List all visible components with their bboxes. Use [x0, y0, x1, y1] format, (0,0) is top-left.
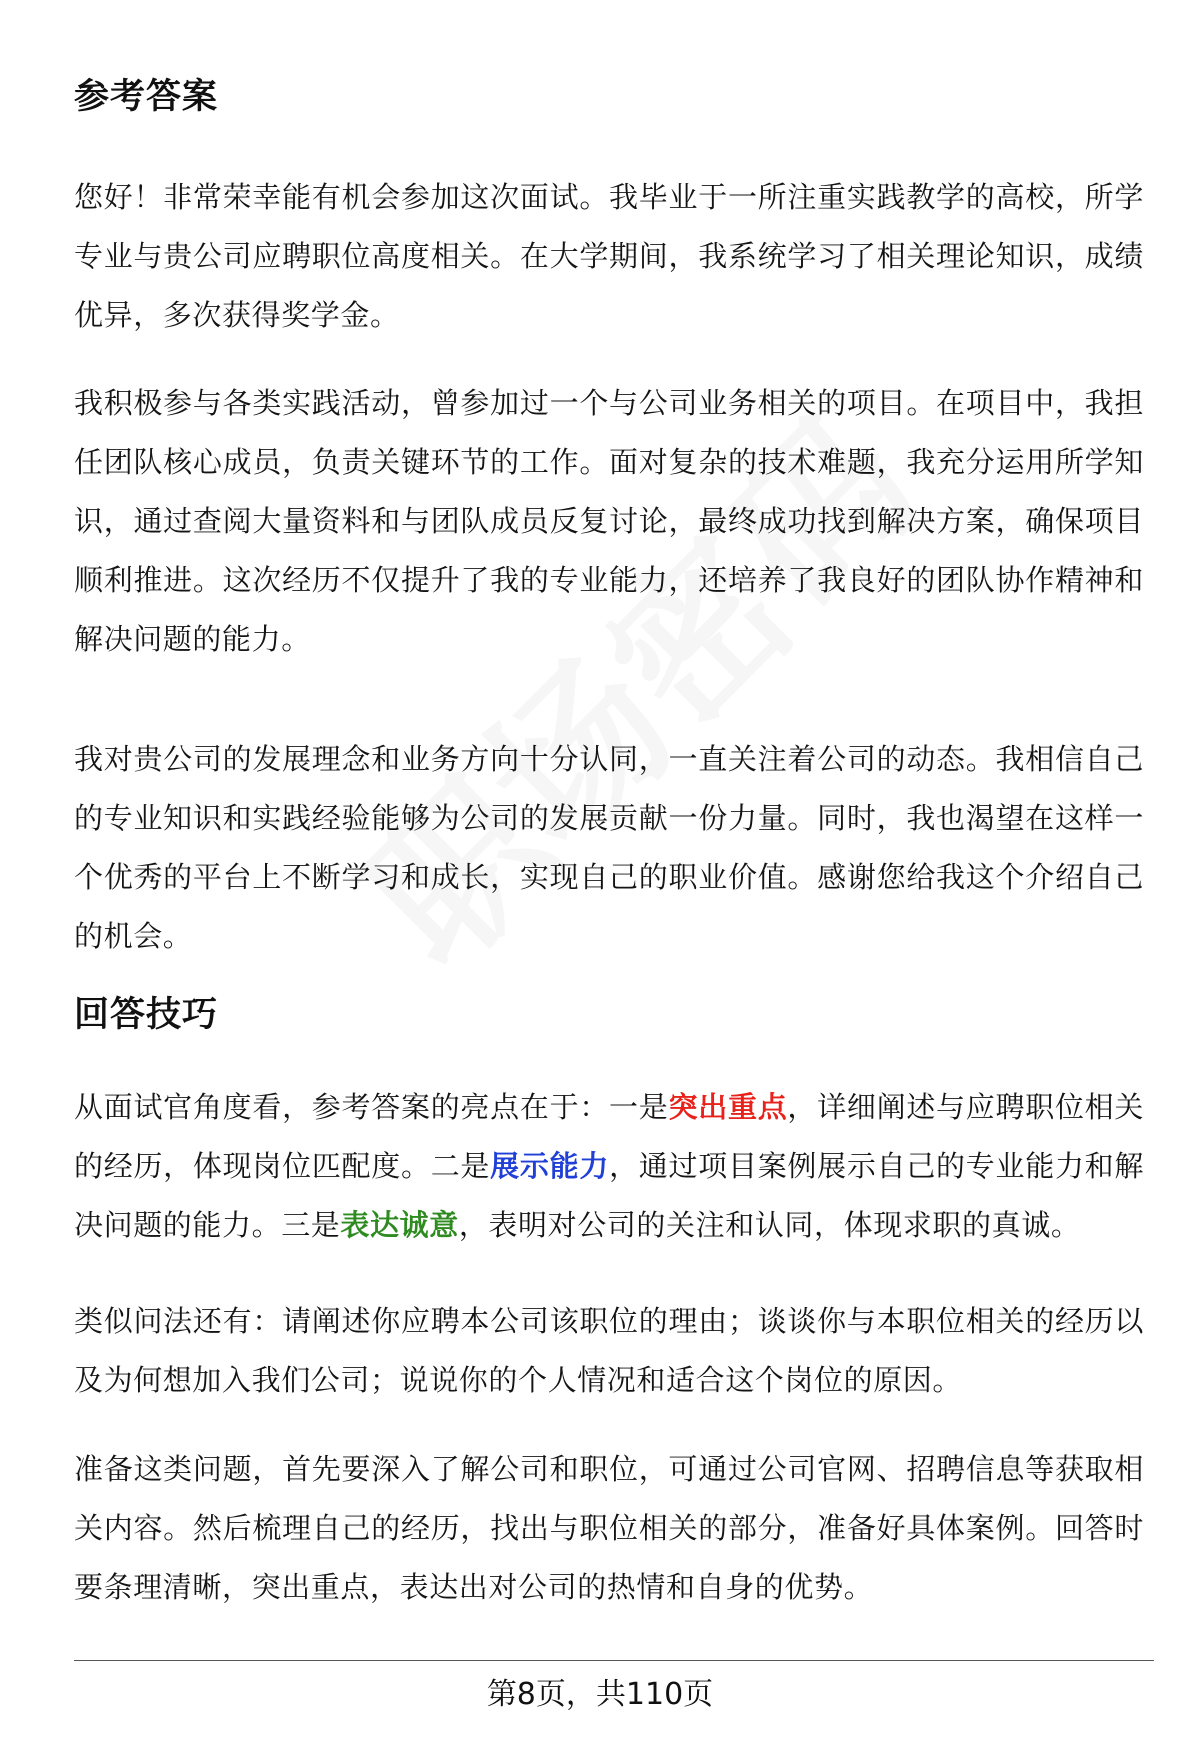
- highlight-focus: 突出重点: [668, 1090, 788, 1124]
- answer-paragraph-1: 您好！非常荣幸能有机会参加这次面试。我毕业于一所注重实践教学的高校，所学专业与贵公司应聘职位高度相关。在大学期间，我系统学习了相关理论知识，成绩优异，多次获得奖学金。: [74, 180, 1144, 332]
- answer-section-title: 参考答案: [74, 77, 219, 117]
- tips-text-segment: ，详细阐述与应聘职位相关的经历，体现岗位匹配度。二是: [74, 1090, 1144, 1183]
- tips-text-segment: 从面试官角度看，参考答案的亮点在于：一是: [74, 1090, 669, 1124]
- highlight-sincerity: 表达诚意: [340, 1208, 459, 1242]
- tips-section-title: 回答技巧: [74, 995, 219, 1035]
- tips-paragraph-2: 类似问法还有：请阐述你应聘本公司该职位的理由；谈谈你与本职位相关的经历以及为何想加入我们公司；说说你的个人情况和适合这个岗位的原因。: [74, 1304, 1144, 1397]
- tips-text-segment: ，通过项目案例展示自己的专业能力和解决问题的能力。三是: [74, 1149, 1144, 1242]
- document-page: [74, 64, 1144, 1604]
- footer-divider: [74, 1660, 1154, 1661]
- tips-text-segment: ，表明对公司的关注和认同，体现求职的真诚。: [458, 1208, 1081, 1242]
- tips-paragraph-1: [74, 1078, 1144, 1255]
- answer-paragraph-3: 我对贵公司的发展理念和业务方向十分认同，一直关注着公司的动态。我相信自己的专业知识和实践经验能够为公司的发展贡献一份力量。同时，我也渴望在这样一个优秀的平台上不断学习和成长，实现自己的职业价值。感谢您给我这个介绍自己的机会。: [74, 742, 1144, 953]
- answer-paragraph-2: 我积极参与各类实践活动，曾参加过一个与公司业务相关的项目。在项目中，我担任团队核心成员，负责关键环节的工作。面对复杂的技术难题，我充分运用所学知识，通过查阅大量资料和与团队成员反复讨论，最终成功找到解决方案，确保项目顺利推进。这次经历不仅提升了我的专业能力，还培养了我良好的团队协作精神和解决问题的能力。: [74, 386, 1144, 656]
- page-number: 第8页，共110页: [486, 1677, 714, 1712]
- tips-paragraph-3: 准备这类问题，首先要深入了解公司和职位，可通过公司官网、招聘信息等获取相关内容。然后梳理自己的经历，找出与职位相关的部分，准备好具体案例。回答时要条理清晰，突出重点，表达出对公司的热情和自身的优势。: [74, 1452, 1144, 1604]
- highlight-ability: 展示能力: [490, 1149, 610, 1183]
